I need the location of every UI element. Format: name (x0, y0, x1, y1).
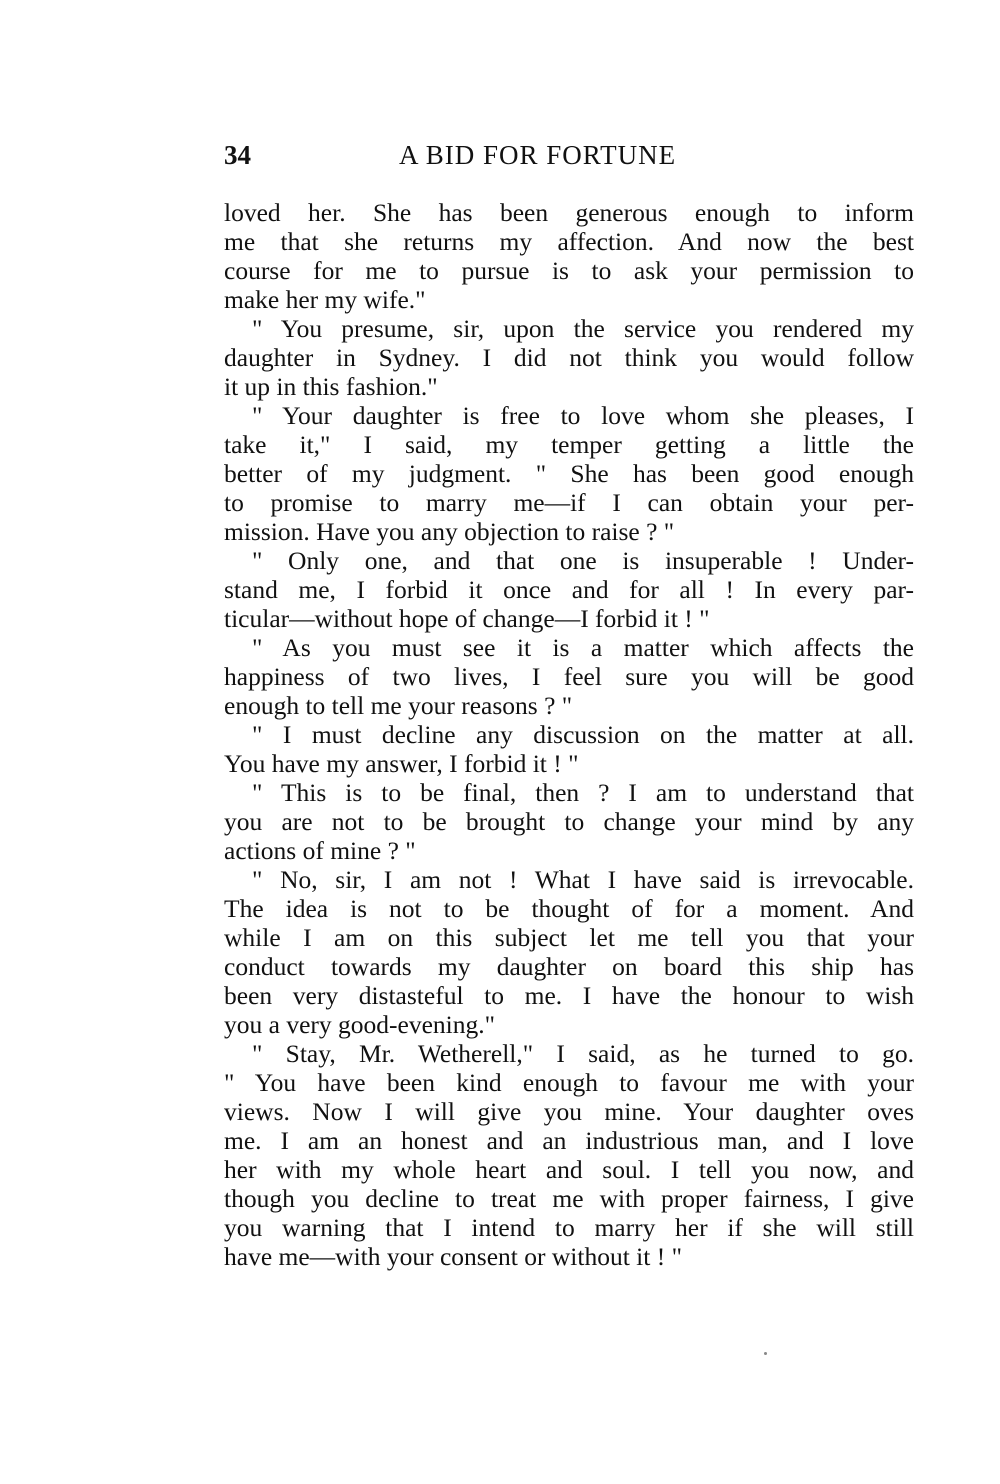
text-line: mission. Have you any objection to raise ? " (224, 517, 675, 546)
text-line: " Your daughter is free to love whom she pleases, I (252, 401, 914, 430)
text-line: take it," I said, my temper getting a little the (224, 430, 914, 459)
page-header (224, 140, 914, 180)
text-line: " Only one, and that one is insuperable ! Under- (252, 546, 914, 575)
text-line: daughter in Sydney. I did not think you would follow (224, 343, 914, 372)
text-line: it up in this fashion." (224, 372, 438, 401)
page-number: 34 (224, 140, 251, 170)
text-line: you a very good-evening." (224, 1010, 495, 1039)
text-line: to promise to marry me—if I can obtain your per- (224, 488, 914, 517)
text-line: ticular—without hope of change—I forbid it ! " (224, 604, 710, 633)
text-line: conduct towards my daughter on board this ship has (224, 952, 914, 981)
body-text (224, 198, 914, 1271)
text-line: " Stay, Mr. Wetherell," I said, as he turned to go. (252, 1039, 914, 1068)
text-line: her with my whole heart and soul. I tell you now, and (224, 1155, 914, 1184)
text-line: " You have been kind enough to favour me with your (224, 1068, 914, 1097)
text-line: me that she returns my affection. And now the best (224, 227, 914, 256)
text-line: " As you must see it is a matter which affects the (252, 633, 914, 662)
text-line: enough to tell me your reasons ? " (224, 691, 573, 720)
text-line: course for me to pursue is to ask your permission to (224, 256, 914, 285)
scan-speck (764, 1352, 767, 1355)
text-line: stand me, I forbid it once and for all ! In every par- (224, 575, 914, 604)
text-line: You have my answer, I forbid it ! " (224, 749, 579, 778)
running-title: A BID FOR FORTUNE (399, 140, 677, 170)
text-line: " You presume, sir, upon the service you rendered my (252, 314, 914, 343)
text-line: " I must decline any discussion on the matter at all. (252, 720, 914, 749)
text-line: have me—with your consent or without it ! " (224, 1242, 682, 1271)
text-line: me. I am an honest and an industrious man, and I love (224, 1126, 914, 1155)
text-line: you warning that I intend to marry her if she will still (224, 1213, 914, 1242)
text-line: loved her. She has been generous enough to inform (224, 198, 914, 227)
text-line: happiness of two lives, I feel sure you will be good (224, 662, 914, 691)
text-line: views. Now I will give you mine. Your daughter oves (224, 1097, 914, 1126)
text-line: you are not to be brought to change your mind by any (224, 807, 914, 836)
text-line: actions of mine ? " (224, 836, 416, 865)
text-line: " No, sir, I am not ! What I have said is irrevocable. (252, 865, 914, 894)
text-line: though you decline to treat me with proper fairness, I give (224, 1184, 914, 1213)
text-line: " This is to be final, then ? I am to understand that (252, 778, 914, 807)
text-line: been very distasteful to me. I have the honour to wish (224, 981, 914, 1010)
text-line: better of my judgment. " She has been good enough (224, 459, 914, 488)
text-line: make her my wife." (224, 285, 426, 314)
text-line: while I am on this subject let me tell you that your (224, 923, 914, 952)
text-line: The idea is not to be thought of for a moment. And (224, 894, 914, 923)
